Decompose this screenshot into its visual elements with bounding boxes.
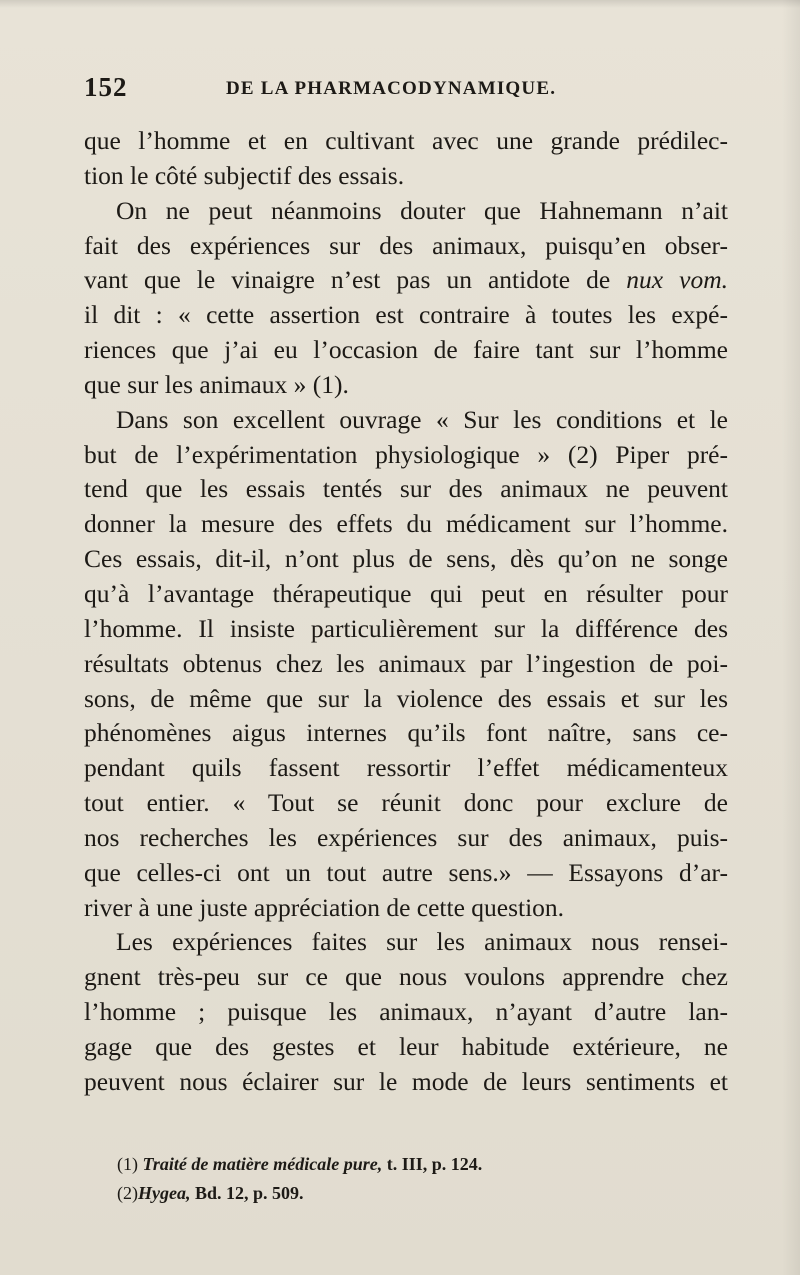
text-line: gage que des gestes et leur habitude extérieure, ne bbox=[84, 1031, 728, 1061]
text-line: l’homme ; puisque les animaux, n’ayant d’autre lan- bbox=[84, 997, 728, 1027]
text-line: peuvent nous éclairer sur le mode de leurs sentiments et bbox=[84, 1066, 728, 1096]
page-header bbox=[84, 72, 734, 108]
text-line: sons, de même que sur la violence des essais et sur les bbox=[84, 683, 728, 713]
text-line bbox=[84, 263, 728, 298]
text-line: que sur les animaux » (1). bbox=[84, 369, 349, 399]
footnote-number: (2) bbox=[117, 1183, 138, 1203]
footnote-title: Traité de matière médicale pure, bbox=[142, 1154, 383, 1174]
italic-term: nux vom. bbox=[626, 265, 728, 295]
text-line: que celles-ci ont un tout autre sens.» — Essayons d’ar- bbox=[84, 857, 728, 887]
text-line: but de l’expérimentation physiologique » (2) Piper pré- bbox=[84, 439, 728, 469]
text-line: tend que les essais tentés sur des animaux ne peuvent bbox=[84, 474, 728, 504]
text-line: Les expériences faites sur les animaux nous rensei- bbox=[116, 927, 728, 957]
text-line: l’homme. Il insiste particulièrement sur la différence des bbox=[84, 613, 728, 643]
footnote-number: (1) bbox=[117, 1154, 138, 1174]
text-line: phénomènes aigus internes qu’ils font naître, sans ce- bbox=[84, 718, 728, 748]
text-line: que l’homme et en cultivant avec une grande prédilec- bbox=[84, 126, 728, 155]
text-line: nos recherches les expériences sur des animaux, puis- bbox=[84, 822, 728, 852]
text-line-part: vant que le vinaigre n’est pas un antidote de nux vom. bbox=[84, 265, 728, 295]
text-line: résultats obtenus chez les animaux par l’ingestion de poi- bbox=[84, 648, 728, 678]
text-line: Ces essais, dit-il, n’ont plus de sens, dès qu’on ne songe bbox=[84, 544, 728, 574]
text-line: gnent très-peu sur ce que nous voulons apprendre chez bbox=[84, 962, 728, 992]
text-line: pendant quils fassent ressortir l’effet médicamenteux bbox=[84, 753, 728, 783]
text-line: fait des expériences sur des animaux, puisqu’en obser- bbox=[84, 230, 728, 260]
footnote-1 bbox=[117, 1150, 677, 1179]
footnotes bbox=[117, 1150, 677, 1208]
text-line: il dit : « cette assertion est contraire à toutes les expé- bbox=[84, 300, 728, 330]
text-line: donner la mesure des effets du médicament sur l’homme. bbox=[84, 509, 728, 539]
body-text bbox=[84, 124, 728, 1100]
text-line: Dans son excellent ouvrage « Sur les conditions et le bbox=[116, 404, 728, 434]
text-line: qu’à l’avantage thérapeutique qui peut en résulter pour bbox=[84, 578, 728, 608]
page-number: 152 bbox=[84, 72, 128, 102]
footnote-reference: t. III, p. 124. bbox=[386, 1154, 483, 1174]
text-line: river à une juste appréciation de cette question. bbox=[84, 892, 565, 922]
text-line: riences que j’ai eu l’occasion de faire tant sur l’homme bbox=[84, 335, 728, 365]
footnote-reference: Bd. 12, p. 509. bbox=[194, 1183, 304, 1203]
text-line: tion le côté subjectif des essais. bbox=[84, 160, 405, 190]
text-line: On ne peut néanmoins douter que Hahnemann n’ait bbox=[116, 195, 728, 225]
text-line: tout entier. « Tout se réunit donc pour exclure de bbox=[84, 788, 728, 818]
running-head: DE LA PHARMACODYNAMIQUE. bbox=[226, 78, 557, 99]
footnote-2 bbox=[117, 1179, 677, 1208]
footnote-title: Hygea, bbox=[138, 1183, 191, 1203]
